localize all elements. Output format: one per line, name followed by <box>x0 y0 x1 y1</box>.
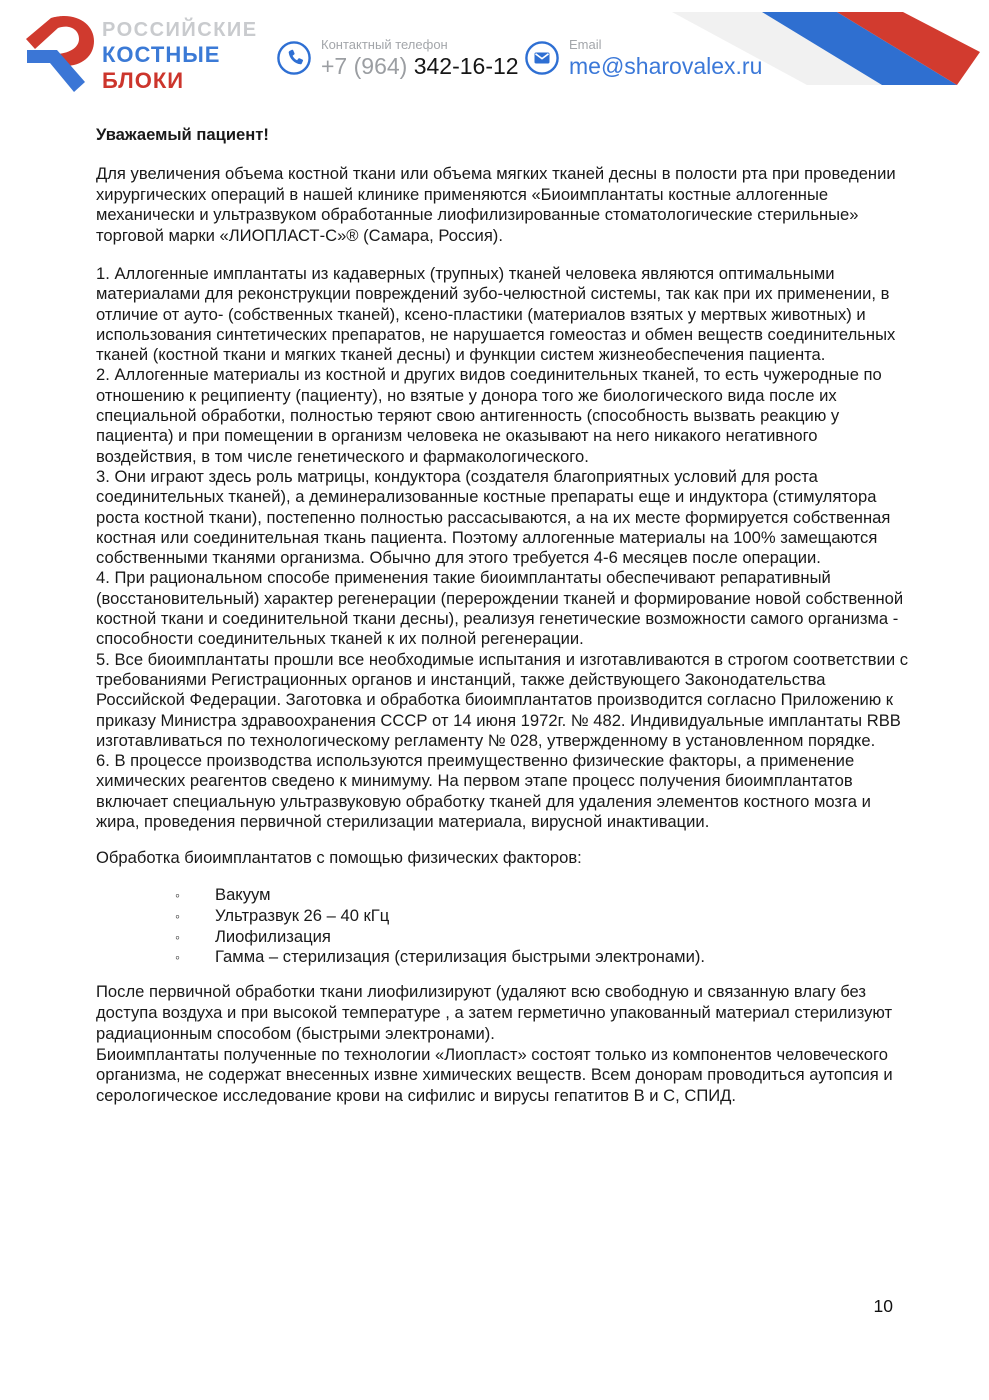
closing-paragraphs <box>96 982 914 1107</box>
document-title: Уважаемый пациент! <box>96 125 269 144</box>
email-address-link[interactable]: me@sharovalex.ru <box>569 53 763 79</box>
numbered-item-2: 2. Аллогенные материалы из костной и других видов соединительных тканей, то есть чужеродные по отношению к реципиенту (пациенту), но взятые у донора того же биологического вида после их специальной обработки, полностью теряют свою антигенность (способность вызвать реакцию у пациента) и при помещении в организм человека не оказывают на него никакого негативного воздействия, в том числе генетического и фармакологического. <box>96 365 882 466</box>
phone-icon <box>276 40 312 76</box>
email-label: Email <box>569 37 602 52</box>
numbered-item-6: 6. В процессе производства используются преимущественно физические факторы, а применение химических реагентов сведено к минимуму. На первом этапе процесс получения биоимплантатов включает специальную ультразвуковую обработку тканей для удаления элементов костного мозга и жира, проведения первичной стерилизации материала, вирусной инактивации. <box>96 751 871 831</box>
phone-number[interactable] <box>321 53 519 79</box>
company-logo <box>24 12 258 96</box>
phone-contact-block <box>276 37 519 79</box>
document-body <box>96 125 914 1107</box>
physical-factors-list <box>96 885 914 968</box>
email-icon <box>524 40 560 76</box>
logo-word-kostnye: КОСТНЫЕ <box>102 42 221 67</box>
letterhead-header <box>0 0 989 112</box>
intro-paragraph: Для увеличения объема костной ткани или объема мягких тканей десны в полости рта при проведении хирургических операций в нашей клинике применяются «Биоимплантаты костные аллогенные механически и ультразвуком обработанные лиофилизированные стоматологические стерильные» торговой марки «ЛИОПЛАСТ-С»® (Самара, Россия). <box>96 163 896 246</box>
numbered-item-3: 3. Они играют здесь роль матрицы, кондуктора (создателя благоприятных условий для роста соединительных тканей), а деминерализованные костные препараты еще и индуктора (стимулятора роста костной ткани), постепенно полностью рассасываются, а на их месте формируется собственная костная или соединительная ткань пациента. Поэтому аллогенные материалы на 100% замещаются собственными тканями организма. Обычно для этого требуется 4-6 месяцев после операции. <box>96 466 891 568</box>
numbered-item-4: 4. При рациональном способе применения такие биоимплантаты обеспечивают репаративный (восстановительный) характер регенерации (перерождении тканей и формирование новой собственной костной ткани и соединительной ткани десны), реализуя генетические возможности самого организма - способности соединительных тканей к их полной регенерации. <box>96 568 904 649</box>
logo-word-rossiyskie: РОССИЙСКИЕ <box>102 19 258 41</box>
page-number: 10 <box>873 1296 893 1316</box>
closing-paragraph-1: После первичной обработки ткани лиофилизируют (удаляют всю свободную и связанную влагу без доступа воздуха и при высокой температуре , а затем герметично упакованный материал стерилизуют радиационным способом (быстрыми электронами). <box>96 982 893 1043</box>
bullet-item-ultrasound: ◦ Ультразвук 26 – 40 кГц <box>96 906 914 927</box>
bullet-item-gamma: ◦ Гамма – стерилизация (стерилизация быстрыми электронами). <box>96 947 914 968</box>
bullet-item-vacuum: ◦ Вакуум <box>96 885 914 906</box>
numbered-items-block <box>96 264 914 832</box>
phone-main-digits: 342-16-12 <box>413 53 519 79</box>
bullet-item-lyophilization: ◦ Лиофилизация <box>96 927 914 948</box>
numbered-item-1: 1. Аллогенные имплантаты из кадаверных (трупных) тканей человека являются оптимальными материалами для реконструкции повреждений зубо-челюстной системы, так как при их применении, в отличие от ауто- (собственных тканей), ксено-пластики (материалов взятых у мертвых животных) и использования синтетических препаратов, не нарушается гомеостаз и обмен веществ соединительных тканей (костной ткани и мягких тканей десны) и функции систем жизнеобеспечения пациента. <box>96 263 896 365</box>
logo-r-mark-icon <box>24 12 100 96</box>
processing-heading: Обработка биоимплантатов с помощью физических факторов: <box>96 848 582 868</box>
logo-wordmark <box>102 20 258 92</box>
numbered-item-5: 5. Все биоимплантаты прошли все необходимые испытания и изготавливаются в строгом соответствии с требованиями Регистрационных органов и инстанций, также действующего Законодательства Российской Федерации. Заготовка и обработка биоимплантатов производится согласно Приложению к приказу Министра здравоохранения СССР от 14 июня 1972г. № 482. Индивидуальные имплантаты RBB изготавливаться по технологическому регламенту № 028, утвержденному в установленном порядке. <box>96 649 909 750</box>
logo-word-bloki: БЛОКИ <box>102 68 185 93</box>
email-contact-block <box>524 37 762 79</box>
closing-paragraph-2: Биоимплантаты полученные по технологии «Лиопласт» состоят только из компонентов человеческого организма, не содержат внесенных извне химических веществ. Всем донорам проводиться аутопсия и серологическое исследование крови на сифилис и вирусы гепатитов В и С, СПИД. <box>96 1044 893 1106</box>
phone-prefix: +7 (964) <box>321 53 414 79</box>
phone-label: Контактный телефон <box>321 37 448 52</box>
